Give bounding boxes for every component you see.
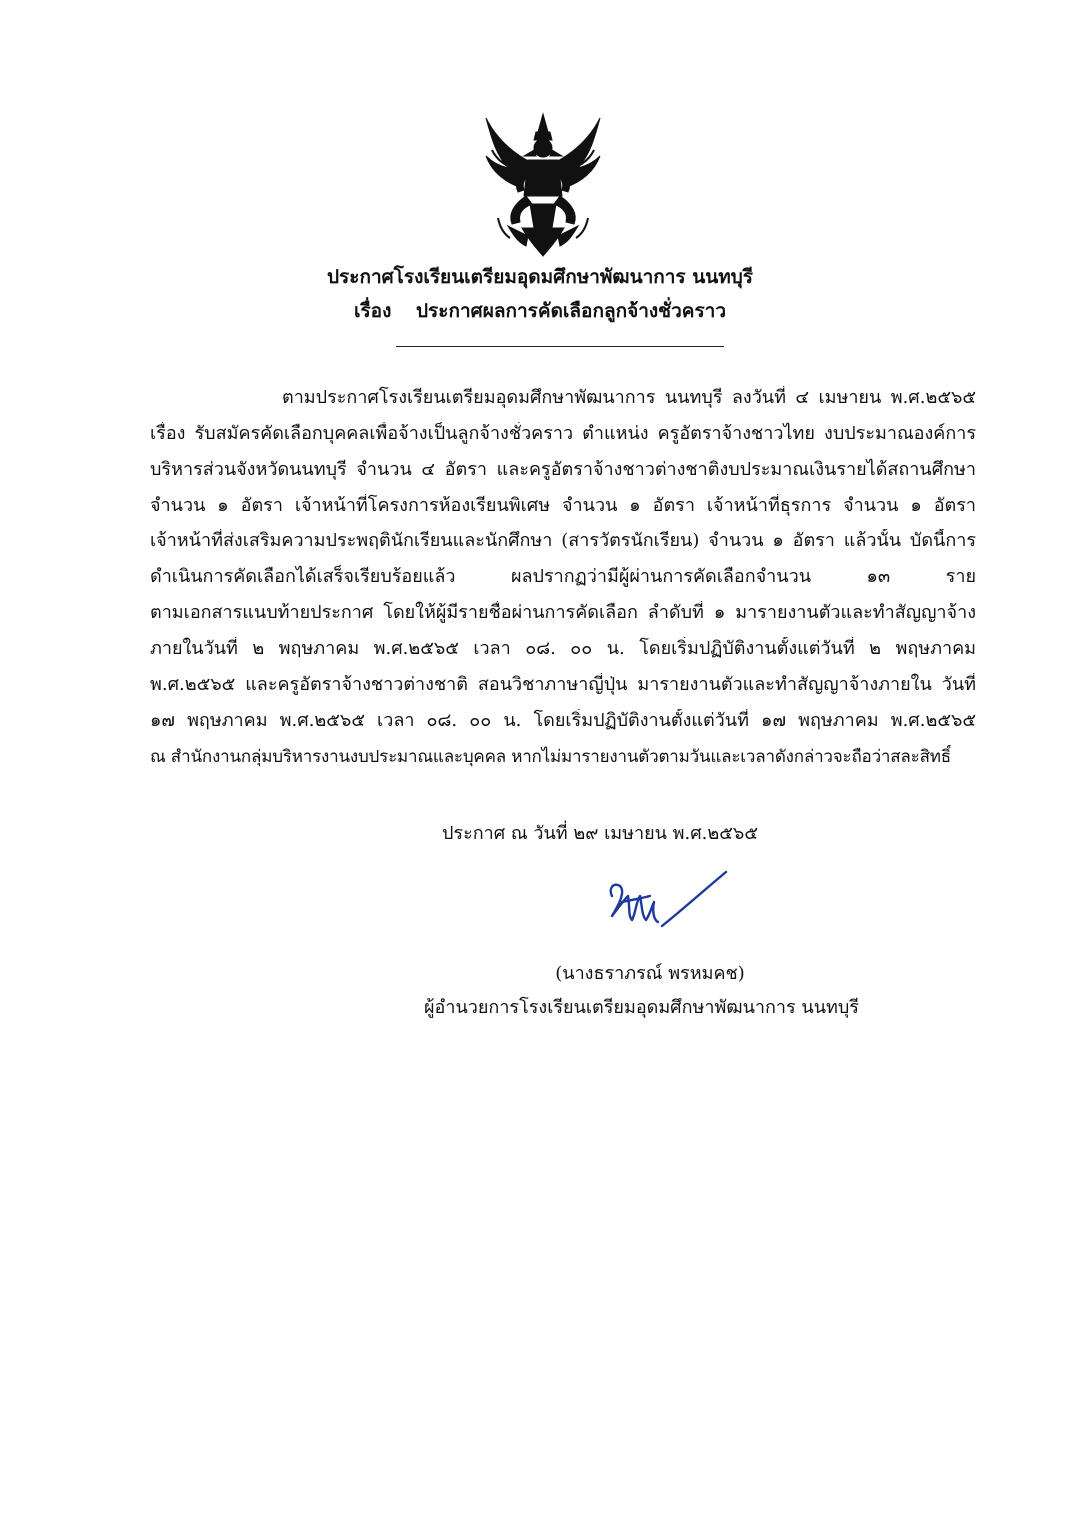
heading-divider xyxy=(396,346,724,347)
announcement-subject: ประกาศผลการคัดเลือกลูกจ้างชั่วคราว xyxy=(416,300,727,322)
issue-date: ประกาศ ณ วันที่ ๒๙ เมษายน พ.ศ.๒๕๖๕ xyxy=(442,823,758,844)
announcement-issuer: ประกาศโรงเรียนเตรียมอุดมศึกษาพัฒนาการ นนทบุรี xyxy=(326,266,754,288)
subject-label: เรื่อง xyxy=(353,300,392,322)
body-line: พ.ศ.๒๕๖๕ และครูอัตราจ้างชาวต่างชาติ สอนวิชาภาษาญี่ปุ่น มารายงานตัวและทำสัญญาจ้างภายใน วันที่ xyxy=(150,674,976,695)
handwritten-signature-icon xyxy=(602,866,734,942)
body-line: ภายในวันที่ ๒ พฤษภาคม พ.ศ.๒๕๖๕ เวลา ๐๘. ๐๐ น. โดยเริ่มปฏิบัติงานตั้งแต่วันที่ ๒ พฤษภาคม xyxy=(150,638,976,659)
body-line: บริหารส่วนจังหวัดนนทบุรี จำนวน ๔ อัตรา และครูอัตราจ้างชาวต่างชาติงบประมาณเงินรายได้สถานศึกษา xyxy=(150,459,976,480)
signer-title: ผู้อำนวยการโรงเรียนเตรียมอุดมศึกษาพัฒนาการ นนทบุรี xyxy=(424,997,859,1018)
body-line: ตามประกาศโรงเรียนเตรียมอุดมศึกษาพัฒนาการ นนทบุรี ลงวันที่ ๔ เมษายน พ.ศ.๒๕๖๕ xyxy=(282,387,976,408)
body-line: ณ สำนักงานกลุ่มบริหารงานงบประมาณและบุคคล หากไม่มารายงานตัวตามวันและเวลาดังกล่าวจะถือว่าสละสิทธิ์ xyxy=(150,747,951,767)
body-line: เรื่อง รับสมัครคัดเลือกบุคคลเพื่อจ้างเป็นลูกจ้างชั่วคราว ตำแหน่ง ครูอัตราจ้างชาวไทย งบประมาณองค์การ xyxy=(150,423,976,444)
body-line: ๑๗ พฤษภาคม พ.ศ.๒๕๖๕ เวลา ๐๘. ๐๐ น. โดยเริ่มปฏิบัติงานตั้งแต่วันที่ ๑๗ พฤษภาคม พ.ศ.๒๕๖๕ xyxy=(150,710,976,731)
body-line: เจ้าหน้าที่ส่งเสริมความประพฤตินักเรียนและนักศึกษา (สารวัตรนักเรียน) จำนวน ๑ อัตรา แล้วนั้น บัดนี้การ xyxy=(150,530,976,551)
garuda-emblem-icon xyxy=(478,110,608,260)
body-line: จำนวน ๑ อัตรา เจ้าหน้าที่โครงการห้องเรียนพิเศษ จำนวน ๑ อัตรา เจ้าหน้าที่ธุรการ จำนวน ๑ อัตรา xyxy=(150,495,976,516)
body-line: ดำเนินการคัดเลือกได้เสร็จเรียบร้อยแล้ว ผลปรากฏว่ามีผู้ผ่านการคัดเลือกจำนวน ๑๓ ราย xyxy=(150,566,976,587)
signer-name: (นางธราภรณ์ พรหมคช) xyxy=(555,963,745,984)
announcement-subject-line xyxy=(300,296,780,326)
body-line: ตามเอกสารแนบท้ายประกาศ โดยให้ผู้มีรายชื่อผ่านการคัดเลือก ลำดับที่ ๑ มารายงานตัวและทำสัญญาจ้าง xyxy=(150,602,976,623)
